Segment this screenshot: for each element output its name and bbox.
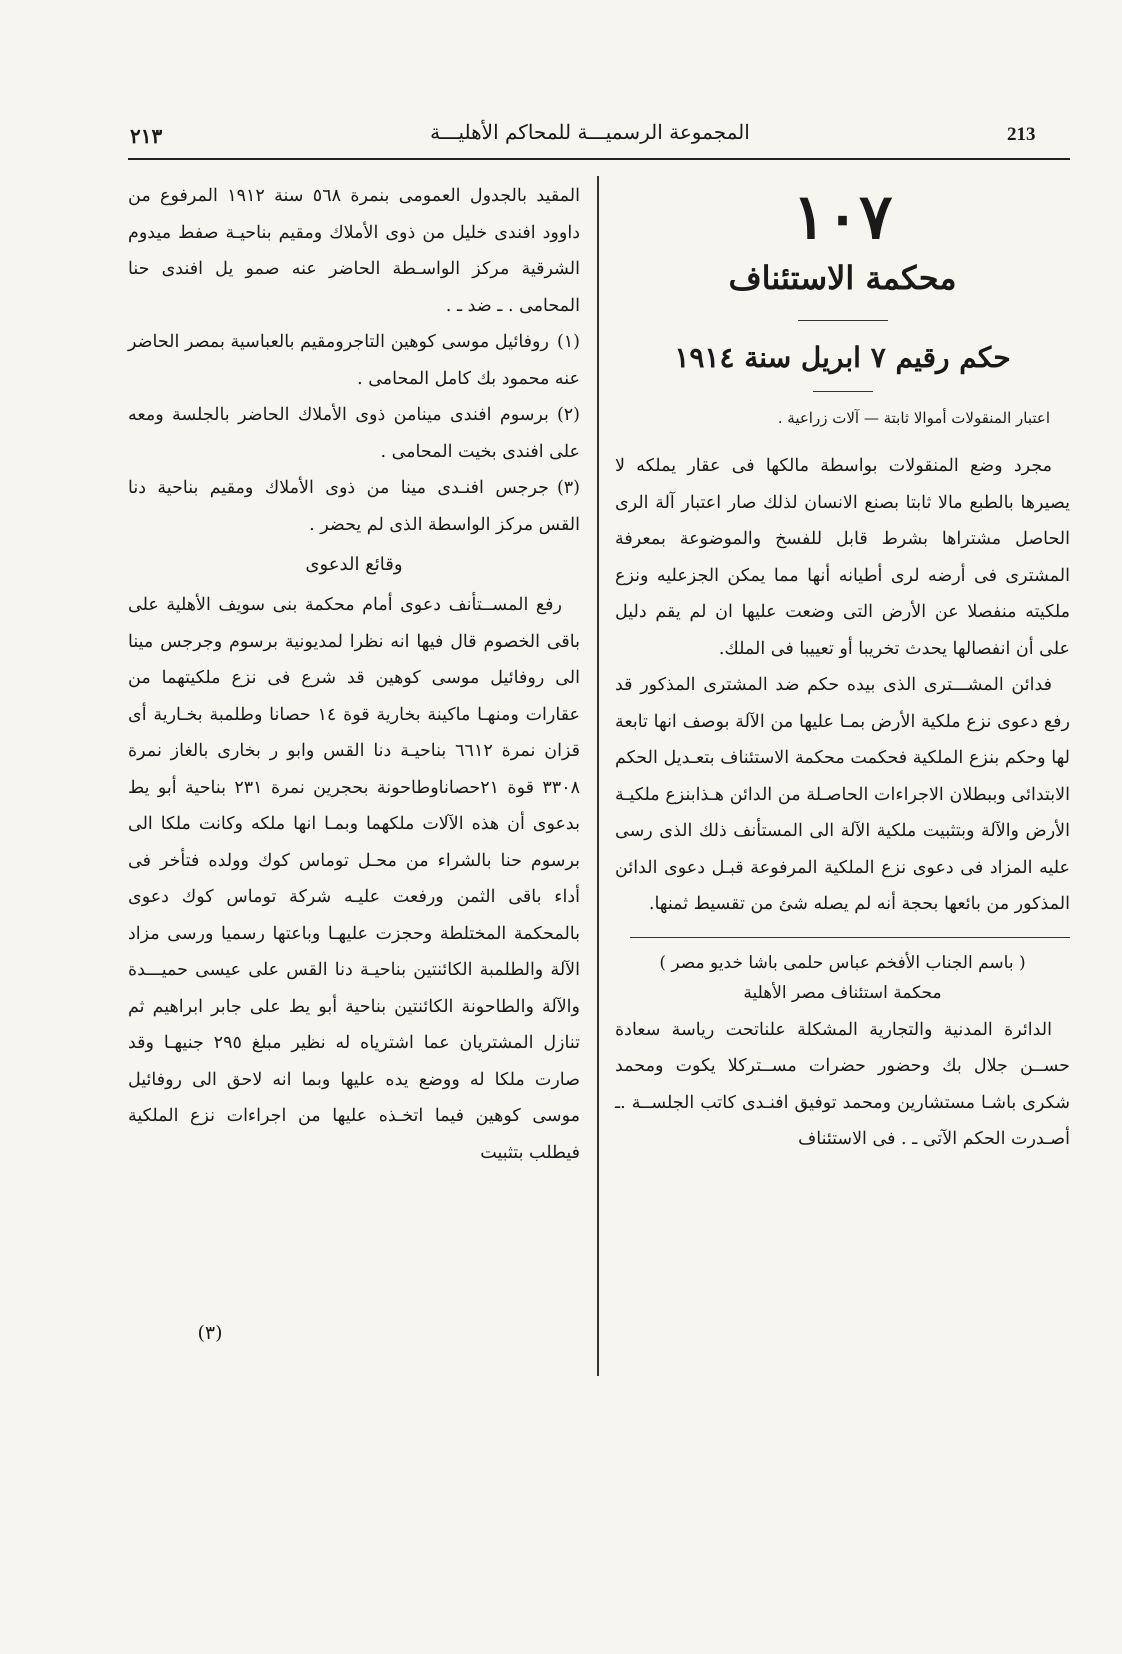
page-number-latin: 213 [1007, 124, 1036, 145]
column-divider [597, 176, 599, 1376]
bench-text: الدائرة المدنية والتجارية المشكلة علناتحت رياسة سعادة حســن جلال بك وحضور حضرات مســتركلا يكوت ومحمد شكرى باشـا مستشارين ومحمد توفيق افنـدى كاتب الجلســة .ـ أصـدرت الحكم الآتى ـ . فى الاستئناف [615, 1019, 1070, 1149]
facts [128, 587, 580, 1171]
royal-heading: ( باسم الجناب الأفخم عباس حلمى باشا خديو مصر ) [659, 952, 1026, 973]
summary [615, 448, 1070, 923]
judgment-date: حكم رقيم ٧ ابريل سنة ١٩١٤ [674, 341, 1011, 374]
facts-heading: وقائع الدعوى [305, 554, 403, 575]
keywords: اعتبار المنقولات أموالا ثابتة — آلات زراعية . [777, 409, 1050, 427]
court-subheading: محكمة استئناف مصر الأهلية [743, 982, 942, 1003]
party-number: (١) [556, 332, 580, 352]
party-text: جرجس افنـدى مينا من ذوى الأملاك ومقيم بناحية دنا القس مركز الواسطة الذى لم يحضر . [128, 478, 580, 535]
divider-short [798, 320, 888, 321]
running-title: المجموعة الرسميـــة للمحاكم الأهليـــة [430, 120, 750, 144]
divider-short-2 [813, 391, 873, 392]
page-number-arabic: ٢١٣ [130, 124, 163, 148]
intro-paragraph: المقيد بالجدول العمومى بنمرة ٥٦٨ سنة ١٩١٢ المرفوع من داوود افندى خليل من ذوى الأملاك ومقيم بناحيـة صفط ميدوم الشرقية مركز الواسـطة الحاضر عنه صمو يل افندى حنا المحامى . ـ ضد ـ . [128, 186, 580, 316]
facts-paragraph: رفع المســتأنف دعوى أمام محكمة بنى سويف الأهلية على باقى الخصوم قال فيها انه نظرا لمديونية برسوم وجرجس مينا الى روفائيل موسى كوهين قد شرع فى نزع ملكيتهما من عقارات ومنهـا ماكينة بخارية قوة ١٤ حصانا وطلمبة بخـارية أى قزان نمرة ٦٦١٢ بناحيـة دنا القس وابو ر بخارى بالغاز نمرة ٣٣٠٨ قوة ٢١حصاناوطاحونة بحجرين نمرة ٢٣١ بناحية أبو يط بدعوى أن هذه الآلات ملكهما وبمـا انها ملكه وكانت ملكا الى برسوم حنا بالشراء من محـل توماس كوك وولده فتأخر فى أداء باقى الثمن ورفعت عليـه شركة توماس كوك دعوى بالمحكمة المختلطة وحجزت عليهـا وباعتها رسميا ورسى مزاد الآلة والطلمبة الكائنتين بناحيـة دنا القس على عيسى حميـــدة والآلة والطاحونة الكائنتين بناحية أبو يط على جابر ابراهيم ثم تنازل المشتريان عما اشترياه له نظير مبلغ ٢٩٥ جنيهـا وقد صارت ملكا له ووضع يده عليها وبما انه لاحق الى روفائيل موسى كوهين فيما اتخـذه عليها من اجراءات نزع الملكية فيطلب بتثبيت [128, 595, 580, 1163]
party-text: برسوم افندى مينامن ذوى الأملاك الحاضر بالجلسة ومعه على افندى بخيت المحامى . [128, 405, 580, 462]
summary-paragraph-2: فدائن المشـــترى الذى بيده حكم ضد المشترى المذكور قد رفع دعوى نزع ملكية الأرض بمـا عليها من الآلة بوصف انها تابعة لها وحكم بنزع الملكية فحكمت محكمة الاستئناف بتعـديل الحكم الابتدائى وببطلان الاجراءات الحاصـلة من الدائن هـذابنزع ملكيـة الأرض والآلة وبتثبيت ملكية الآلة الى المستأنف ذلك الذى رسى عليه المزاد فى دعوى نزع الملكية المرفوعة قبـل دعوى الدائن المذكور من بائعها بحجة أنه لم يصله شئ من تقسيط ثمنها. [615, 675, 1070, 914]
party-text: روفائيل موسى كوهين التاجرومقيم بالعباسية بمصر الحاضر عنه محمود بك كامل المحامى . [128, 332, 580, 389]
header-rule [128, 158, 1070, 160]
party-2 [128, 397, 580, 470]
party-1 [128, 324, 580, 397]
party-number: (٢) [556, 405, 580, 425]
case-number: ١٠٧ [792, 180, 893, 253]
party-3 [128, 470, 580, 543]
signature-mark: (٣) [197, 1322, 223, 1344]
bench-paragraph [615, 1012, 1070, 1158]
party-number: (٣) [556, 478, 580, 498]
summary-paragraph-1: مجرد وضع المنقولات بواسطة مالكها فى عقار يملكه لا يصيرها بالطبع مالا ثابتا بصنع الانسان لذلك صار اعتبار آلة الرى الحاصل مشتراها بشرط قابل للفسخ والموضوعة بمعرفة المشترى فى أرضه لرى أطيانه أنها مما يمكن الجزعليه ونزع ملكيته منفصلا عن الأرض التى وضعت عليها ان لم يقم دليل على أن انفصالها يحدث تخريبا أو تعييبا فى الملك. [615, 456, 1070, 659]
left-column [128, 178, 580, 1171]
section-rule [630, 937, 1070, 938]
court-name: محكمة الاستئناف [728, 259, 957, 297]
right-column [615, 178, 1070, 1158]
